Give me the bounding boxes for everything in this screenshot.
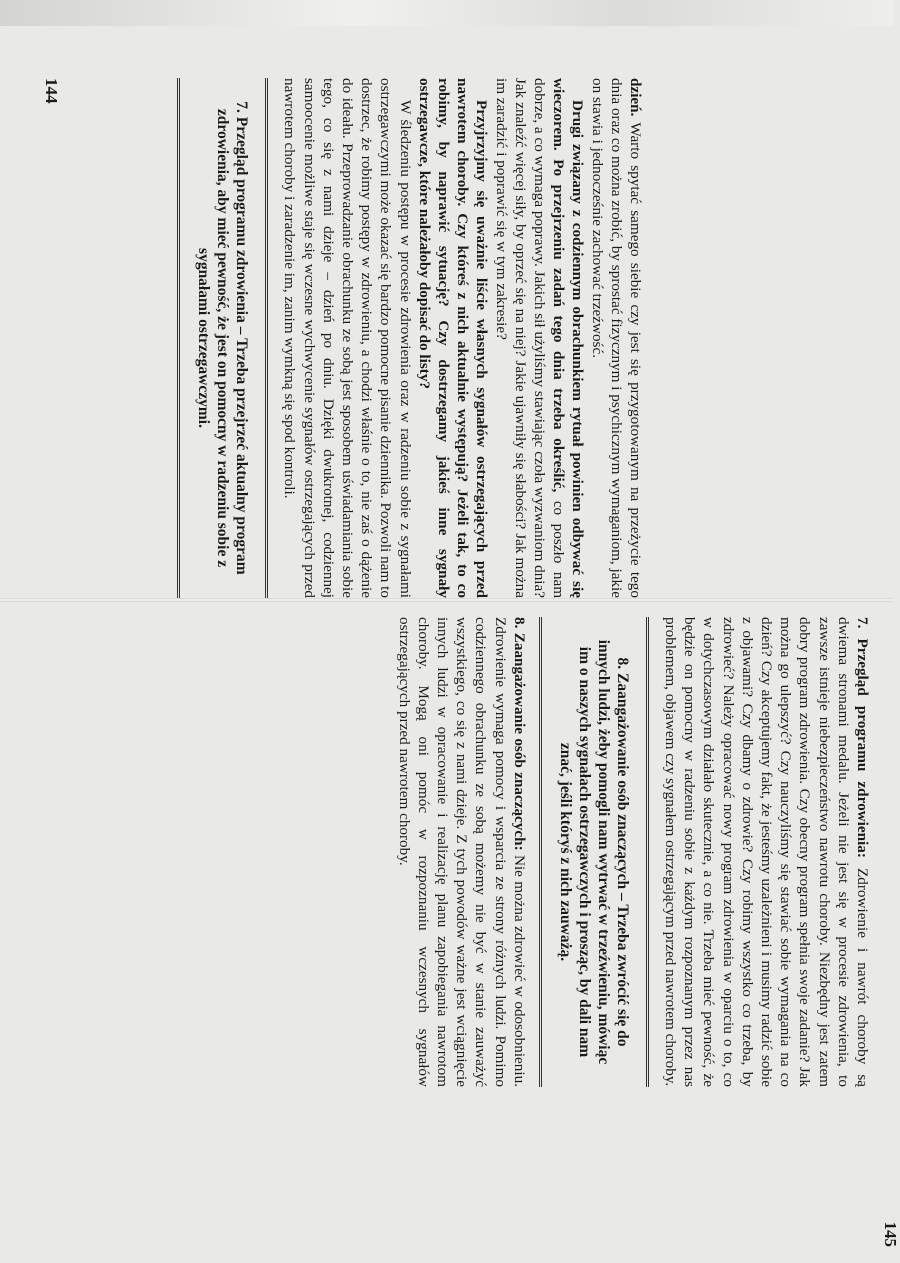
paragraph-2 xyxy=(491,78,587,598)
paragraph-4-text: W śledzeniu postępu w procesie zdrowienia oraz w radzeniu sobie z sygnałami ostrzegawczymi może okazać się bardzo pomocne pisanie dziennika. Pozwoli nam to dostrzec, że robimy postępy w zdrowieniu, a chodzi właśnie o to, nie zaś o dążenie do ideału. Przeprowadzanie obrachunku ze sobą jest sposobem uświadamiania sobie tego, co się z nami dzieje – dzień po dniu. Dzięki dwukrotnej, codziennej samoocenie możliwe staje się wczesne wychwycenie sygnałów ostrzegających przed nawrotem choroby i zaradzenie im, zanim wymkną się spod kontroli. xyxy=(281,78,414,598)
section-8-heading: 8. Zaangażowanie osób znaczących: xyxy=(510,617,528,851)
summary-box-8-text: 8. Zaangażowanie osób znaczących – Trzeba zwrócić się do innych ludzi, żeby pomogli nam wytrwać w trzeźwieniu, mówiąc im o naszych sygnałach ostrzegawczych i prosząc, by dali nam znać, jeśli któryś z nich zauważą. xyxy=(556,639,631,1065)
section-8-paragraph xyxy=(394,617,528,1087)
section-8-text: Nie można zdrowieć w odosobnieniu. Zdrowienie wymaga pomocy i wsparcia ze strony różnych ludzi. Pomimo codziennego obrachunku ze sobą możemy nie być w stanie zauważyć wszystkiego, co się z nami dzieje. Z tych powodów ważne jest wciągnięcie innych ludzi w opracowanie i realizację planu zapobiegania nawrotom choroby. Mogą oni pomóc w rozpoznaniu wczesnych sygnałów ostrzegających przed nawrotem choroby. xyxy=(395,617,528,1087)
summary-box-7-text: 7. Przegląd programu zdrowienia – Trzeba przejrzeć aktualny program zdrowienia, aby mieć pewność, że jest on pomocny w radzeniu sobie z sygnałami ostrzegawczymi. xyxy=(195,101,251,575)
section-7-paragraph xyxy=(661,617,872,1087)
page-144-column xyxy=(167,78,645,598)
paragraph-1-lead: dzień. xyxy=(627,78,644,117)
paragraph-3-text: Przyjrzyjmy się uważnie liście własnych sygnałów ostrzegających przed nawrotem choroby. Czy któreś z nich aktualnie występują? Jeżeli tak, to co robimy, by naprawić sytuację? Czy dostrzegamy jakieś inne sygnały ostrzegawcze, które należałoby dopisać do listy? xyxy=(415,78,491,598)
page-145 xyxy=(182,617,900,1247)
page-number: 144 xyxy=(42,78,61,104)
summary-box-8 xyxy=(539,617,649,1087)
paragraph-2-text: co poszło nam dobrze, a co wymaga poprawy. Jakich sił użyliśmy stawiając czoła wyzwaniom dnia? Jak znaleźć więcej siły, by oprzeć się na niej? Jakie ujawniły się słabości? Jak można im zaradzić i poprawić się w tym zakresie? xyxy=(492,78,568,599)
scan-edge xyxy=(0,0,893,26)
paragraph-2-lead: Drugi związany z codziennym obrachunkiem rytuał powinien odbywać się wieczorem. Po przejrzeniu zadań tego dnia trzeba określić, xyxy=(550,78,587,598)
page-145-column xyxy=(394,617,872,1087)
paragraph-1-text: Warto spytać samego siebie czy jest się przygotowanym na przeżycie tego dnia oraz co można zrobić, by sprostać fizycznym i psychicznym wymaganiom, jakie on stawia i jednocześnie zachować trzeźwość. xyxy=(588,78,644,598)
section-7-heading: 7. Przegląd programu zdrowienia: xyxy=(854,617,871,858)
page-number: 145 xyxy=(881,1221,900,1247)
paragraph-1 xyxy=(587,78,645,598)
section-7-text: Zdrowienie i nawrót choroby są dwiema stronami medalu. Jeżeli nie jest się w procesie zdrowienia, to zawsze istnieje niebezpieczeństwo nawrotu choroby. Niezbędny jest zatem dobry program zdrowienia. Czy obecny program spełnia swoje zadanie? Jak można go ulepszyć? Czy nauczyliśmy się stawiać sobie wymagania na co dzień? Czy akceptujemy fakt, że jesteśmy uzależnieni i musimy radzić sobie z objawami? Czy dbamy o zdrowie? Czy robimy wszystko co trzeba, by zdrowieć? Należy opracować nowy program zdrowienia w oparciu o to, co w dotychczasowym działało skutecznie, a co nie. Trzeba mieć pewność, że będzie on pomocny w radzeniu sobie z każdym rozpoznanym przez nas problemem, objawem czy sygnałem ostrzegającym przed nawrotem choroby. xyxy=(661,617,871,1087)
paragraph-3 xyxy=(415,78,492,598)
summary-box-7 xyxy=(177,78,268,598)
paragraph-4 xyxy=(280,78,414,598)
